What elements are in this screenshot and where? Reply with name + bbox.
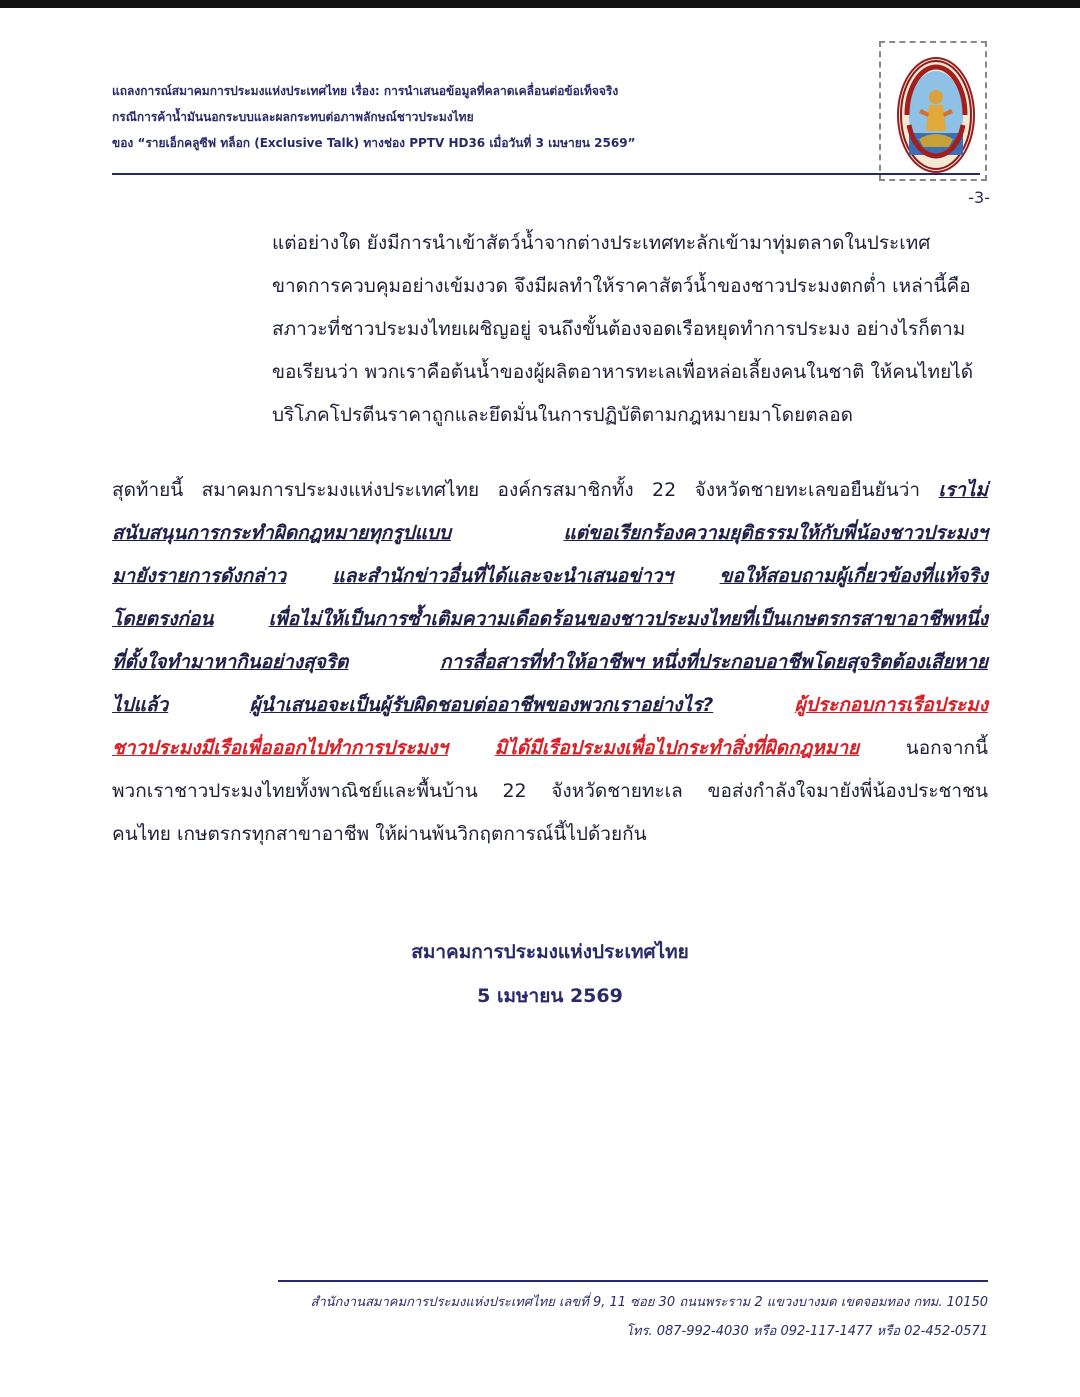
statement-text: พวกเราชาวประมงไทยทั้งพาณิชย์และพื้นบ้าน <box>112 780 478 802</box>
statement-line <box>112 555 988 598</box>
document-header <box>112 78 872 156</box>
association-logo <box>897 57 975 173</box>
footer <box>278 1288 988 1346</box>
statement-line <box>112 641 988 684</box>
statement-text: นอกจากนี้ <box>905 737 988 759</box>
statement-text: ขอส่งกำลังใจมายังพี่น้องประชาชน <box>707 780 988 802</box>
top-border <box>0 0 1080 8</box>
footer-divider <box>278 1280 988 1282</box>
signature-date: 5 เมษายน 2569 <box>477 985 623 1007</box>
paragraph-line: ขาดการควบคุมอย่างเข้มงวด จึงมีผลทำให้ราคาสัตว์น้ำของชาวประมงตกต่ำ เหล่านี้คือ <box>272 275 971 297</box>
statement-text: องค์กรสมาชิกทั้ง <box>497 479 634 501</box>
footer-phone: โทร. 087-992-4030 หรือ 092-117-1477 หรือ 02-452-0571 <box>625 1324 988 1339</box>
statement-text: สุดท้ายนี้ <box>112 479 184 501</box>
emphasis-text: โดยตรงก่อน <box>112 608 214 630</box>
emphasis-text: ไปแล้ว <box>112 694 169 716</box>
statement-line <box>112 684 988 727</box>
red-emphasis-text: มิได้มีเรือประมงเพื่อไปกระทำสิ่งที่ผิดกฎหมาย <box>494 737 860 759</box>
paragraph-line: สภาวะที่ชาวประมงไทยเผชิญอยู่ จนถึงขั้นต้องจอดเรือหยุดทำการประมง อย่างไรก็ตาม <box>272 318 966 340</box>
emphasis-text: สนับสนุนการกระทำผิดกฎหมายทุกรูปแบบ <box>112 522 451 544</box>
emphasis-text: แต่ขอเรียกร้องความยุติธรรมให้กับพี่น้องชาวประมงฯ <box>563 522 988 544</box>
statement-text: จังหวัดชายทะเล <box>551 780 683 802</box>
paragraph-line: บริโภคโปรตีนราคาถูกและยึดมั่นในการปฏิบัติตามกฎหมายมาโดยตลอด <box>272 404 853 426</box>
emphasis-text: มายังรายการดังกล่าว <box>112 565 287 587</box>
closing-statement <box>112 469 988 856</box>
statement-line <box>112 770 988 813</box>
signature-block <box>300 930 800 1018</box>
emphasis-text: เราไม่ <box>938 479 988 501</box>
header-title-line2: กรณีการค้าน้ำมันนอกระบบและผลกระทบต่อภาพลักษณ์ชาวประมงไทย <box>112 110 474 124</box>
statement-line <box>112 813 988 856</box>
statement-line <box>112 512 988 555</box>
paragraph-continued <box>272 222 988 437</box>
emphasis-text: เพื่อไม่ให้เป็นการซ้ำเติมความเดือดร้อนของชาวประมงไทยที่เป็นเกษตรกรสาขาอาชีพหนึ่ง <box>268 608 988 630</box>
statement-text: จังหวัดชายทะเลขอยืนยันว่า <box>694 479 921 501</box>
signature-org: สมาคมการประมงแห่งประเทศไทย <box>411 941 689 963</box>
statement-text: 22 <box>502 780 527 802</box>
header-divider <box>112 173 980 175</box>
emphasis-text: และสำนักข่าวอื่นที่ได้และจะนำเสนอข่าวฯ <box>332 565 674 587</box>
statement-text: 22 <box>652 479 677 501</box>
emphasis-text: ขอให้สอบถามผู้เกี่ยวข้องที่แท้จริง <box>719 565 988 587</box>
association-seal-icon <box>899 59 973 171</box>
emphasis-text: การสื่อสารที่ทำให้อาชีพฯ หนึ่งที่ประกอบอาชีพโดยสุจริตต้องเสียหาย <box>440 651 988 673</box>
statement-text: คนไทย เกษตรกรทุกสาขาอาชีพ ให้ผ่านพ้นวิกฤตการณ์นี้ไปด้วยกัน <box>112 823 647 845</box>
statement-line <box>112 469 988 512</box>
header-title-line3: ของ “รายเอ็กคลูซีฟ ทล็อก (Exclusive Talk) ทางช่อง PPTV HD36 เมื่อวันที่ 3 เมษายน 2569” <box>112 136 636 150</box>
paragraph-line: ขอเรียนว่า พวกเราคือต้นน้ำของผู้ผลิตอาหารทะเลเพื่อหล่อเลี้ยงคนในชาติ ให้คนไทยได้ <box>272 361 974 383</box>
header-title-line1: แถลงการณ์สมาคมการประมงแห่งประเทศไทย เรื่อง: การนำเสนอข้อมูลที่คลาดเคลื่อนต่อข้อเท็จจริง <box>112 84 619 98</box>
red-emphasis-text: ผู้ประกอบการเรือประมง <box>794 694 988 716</box>
statement-line <box>112 727 988 770</box>
emphasis-text: ที่ตั้งใจทำมาหากินอย่างสุจริต <box>112 651 349 673</box>
emphasis-text: ผู้นำเสนอจะเป็นผู้รับผิดชอบต่ออาชีพของพวกเราอย่างไร? <box>249 694 714 716</box>
statement-text: สมาคมการประมงแห่งประเทศไทย <box>201 479 480 501</box>
statement-line <box>112 598 988 641</box>
paragraph-line: แต่อย่างใด ยังมีการนำเข้าสัตว์น้ำจากต่างประเทศทะลักเข้ามาทุ่มตลาดในประเทศ <box>272 232 931 254</box>
page-number: -3- <box>968 188 990 207</box>
red-emphasis-text: ชาวประมงมีเรือเพื่อออกไปทำการประมงฯ <box>112 737 449 759</box>
footer-address: สำนักงานสมาคมการประมงแห่งประเทศไทย เลขที่ 9, 11 ซอย 30 ถนนพระราม 2 แขวงบางมด เขตจอมทอง กทม. 10150 <box>310 1295 988 1310</box>
